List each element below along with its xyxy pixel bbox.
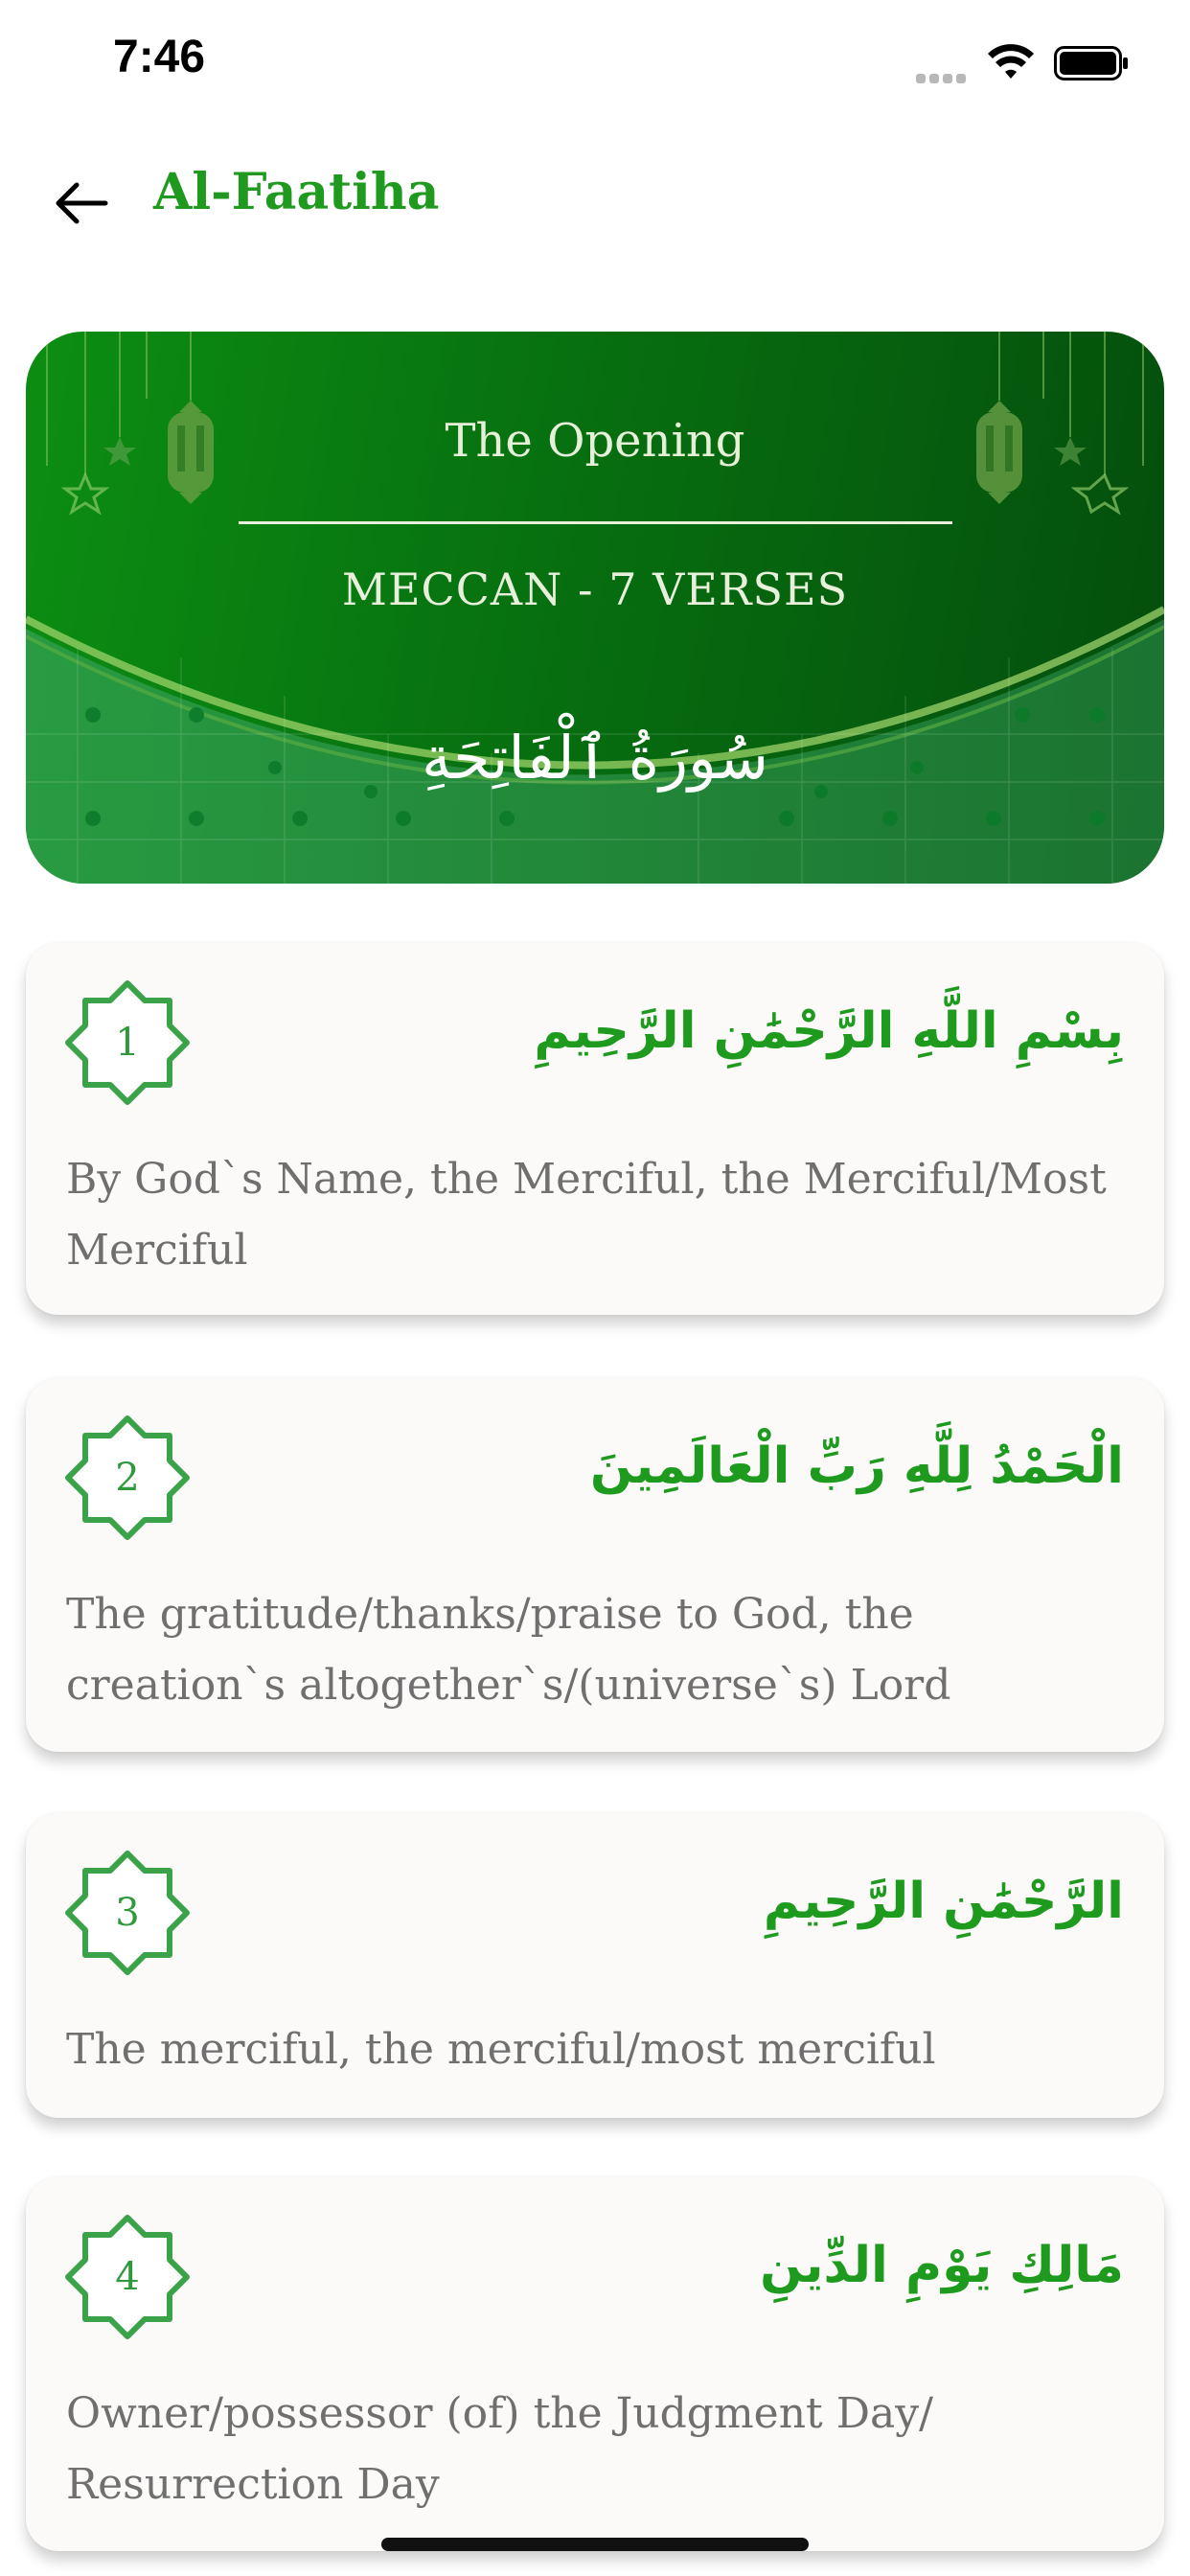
verse-number-badge bbox=[64, 1850, 191, 1976]
verse-arabic: الْحَمْدُ لِلَّهِ رَبِّ الْعَالَمِينَ bbox=[589, 1438, 1124, 1495]
verse-arabic: بِسْمِ اللَّهِ الرَّحْمَٰنِ الرَّحِيمِ bbox=[534, 1002, 1124, 1060]
status-time: 7:46 bbox=[113, 32, 206, 82]
verse-translation: By God`s Name, the Merciful, the Merciful/Most Merciful bbox=[66, 1155, 1107, 1275]
verse-number: 3 bbox=[115, 1891, 140, 1935]
divider bbox=[239, 521, 952, 524]
verse-translation: Owner/possessor (of) the Judgment Day/ Resurrection Day bbox=[66, 2389, 933, 2509]
battery-icon bbox=[1054, 46, 1129, 80]
home-indicator[interactable] bbox=[381, 2538, 809, 2551]
verse-number-badge bbox=[64, 1414, 191, 1541]
verse-card[interactable] bbox=[26, 943, 1164, 1315]
page-title: Al-Faatiha bbox=[153, 163, 440, 221]
surah-english-name: The Opening bbox=[445, 414, 745, 468]
verse-card[interactable] bbox=[26, 1378, 1164, 1752]
surah-header-banner bbox=[26, 332, 1164, 884]
verse-number-badge bbox=[64, 979, 191, 1106]
verse-arabic: مَالِكِ يَوْمِ الدِّينِ bbox=[760, 2237, 1124, 2294]
wifi-icon bbox=[987, 44, 1035, 82]
verse-number: 1 bbox=[115, 1021, 140, 1065]
verse-number: 2 bbox=[115, 1456, 140, 1500]
verse-translation: The merciful, the merciful/most merciful bbox=[66, 2025, 936, 2074]
surah-meta: MECCAN - 7 VERSES bbox=[341, 564, 849, 615]
verse-card[interactable] bbox=[26, 2177, 1164, 2551]
verse-card[interactable] bbox=[26, 1813, 1164, 2118]
verse-number-badge bbox=[64, 2214, 191, 2340]
surah-arabic-name: سُورَةُ ٱلْفَاتِحَةِ bbox=[421, 723, 769, 793]
back-button[interactable] bbox=[46, 172, 115, 234]
signal-icon bbox=[916, 69, 972, 80]
verse-arabic: الرَّحْمَٰنِ الرَّحِيمِ bbox=[763, 1873, 1124, 1930]
status-bar bbox=[0, 0, 1190, 134]
verse-translation: The gratitude/thanks/praise to God, the creation`s altogether`s/(universe`s) Lord bbox=[66, 1590, 951, 1710]
verse-number: 4 bbox=[115, 2255, 140, 2299]
arrow-left-icon bbox=[52, 179, 109, 227]
